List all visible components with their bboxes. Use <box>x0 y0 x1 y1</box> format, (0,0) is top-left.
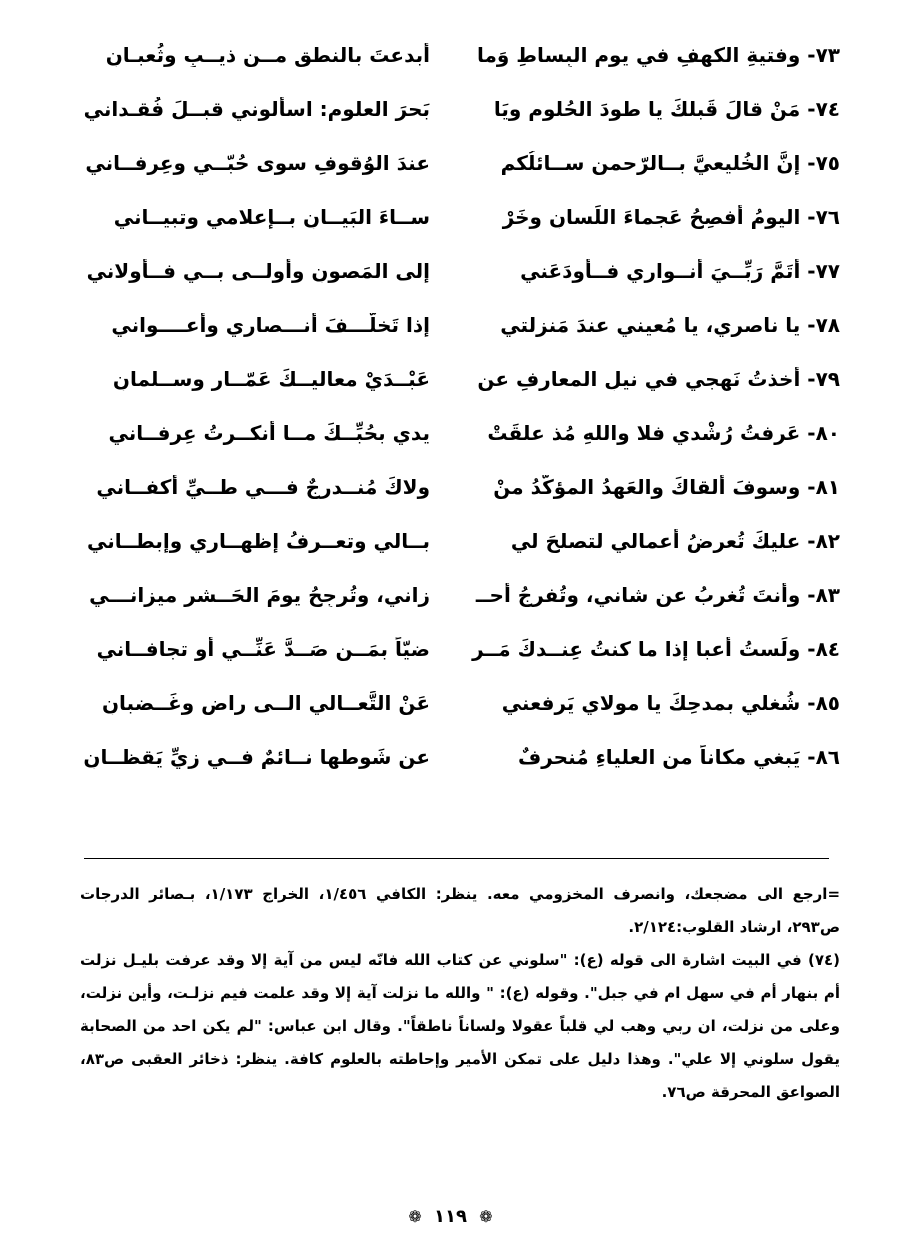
verse-row <box>60 730 840 784</box>
verse-second-hemistich: عَبْــدَيْ معاليــكَ عَمّــارٍ وســلمانِ <box>112 367 430 391</box>
verse-row <box>60 136 840 190</box>
verse-row <box>60 676 840 730</box>
verse-first-hemistich: ٧٦- اليومُ أُفصِحُ عَجماءَ اللِّسانِ وخَرْ <box>502 205 840 229</box>
footnote-74: (٧٤) في البيت اشارة الى قوله (ع): "سلوني عن كتاب الله فانّه ليس من آية إلا وقد عرفت بليـل نزلت أم بنهار أم في سهل ام في جبل". وقوله (ع): " والله ما نزلت آية إلا وقد علمت فيم نزلـت، وأين نزلت، وعلى من نزلت، ان ربي وهب لي قلباً عقولا ولساناً ناطقاً". وقال ابن عباس: "لم يكن احد من الصحابة يقول سلوني إلا علي". وهذا دليل على تمكن الأمير وإحاطته بالعلوم كافة. ينظر: ذخائر العقبى ص٨٣، الصواعق المحرقة ص٧٦. <box>80 951 840 1101</box>
verse-second-hemistich: عَنْ التَّعــالي الــى راضٍ وغَــضبانِ <box>101 691 430 715</box>
verse-row <box>60 460 840 514</box>
verse-second-hemistich: إلى المَصونِ وأولــى بــي فــأولاني <box>86 259 430 283</box>
verse-second-hemistich: عن شَوطها نــائمٌ فــي زيِّ يَقظــانِ <box>83 745 430 769</box>
verse-first-hemistich: ٨٦- يَبغي مكاناً من العلياءِ مُنحرفٌ <box>517 745 840 769</box>
verse-first-hemistich: ٧٣- وفتيةِ الكهفِ في يومِ البِساطِ وَما <box>476 43 840 67</box>
verse-second-hemistich: عندَ الوُقوفِ سوى حُبّــي وعِرفــاني <box>85 151 430 175</box>
verse-row <box>60 244 840 298</box>
verse-first-hemistich: ٧٧- أَتَمَّ رَبِّــيَ أَنــواري فــأَودَعَني <box>520 259 840 283</box>
verse-row <box>60 568 840 622</box>
verse-row <box>60 352 840 406</box>
verse-second-hemistich: زاني، وتُرجِحُ يومَ الحَــشرِ ميزانـــي <box>89 583 430 607</box>
verse-row <box>60 28 840 82</box>
verse-row <box>60 190 840 244</box>
page-number-footer <box>0 1206 901 1227</box>
verse-first-hemistich: ٨٤- ولَستُ أعبا إذا ما كنتُ عِنــدكَ مَــر <box>472 637 840 661</box>
footnote-continued: =ارجع الى مضجعك، وانصرف المخزومي معه. ينظر: الكافي ١/٤٥٦، الخراج ١/١٧٣، بـصائر الدرجات ص٢٩٣، ارشاد القلوب:٢/١٢٤. <box>80 885 841 936</box>
footnote-divider <box>84 858 829 859</box>
verse-first-hemistich: ٧٥- إنَّ الخُليعيَّ بــالرّحمنِ ســائلُكم <box>500 151 840 175</box>
verse-first-hemistich: ٨٥- شُغلي بمدحِكَ يا مولاي يَرفعني <box>501 691 840 715</box>
verse-second-hemistich: يدي بحُبِّــكَ مــا أنكــرتُ عِرفــاني <box>108 421 430 445</box>
ornament-icon: ❁ <box>479 1207 493 1226</box>
footnotes <box>80 878 840 1109</box>
verse-first-hemistich: ٧٨- يا ناصري، يا مُعيني عندَ مَنزلتي <box>500 313 840 337</box>
verse-row <box>60 82 840 136</box>
verse-row <box>60 406 840 460</box>
verse-first-hemistich: ٧٩- أخذتُ نَهجي في نيلِ المعارفِ عن <box>477 367 840 391</box>
verse-first-hemistich: ٨١- وسوفَ ألقاكَ والعَهدُ المؤكَّدُ منْ <box>493 475 840 499</box>
poem-verses <box>60 28 840 784</box>
verse-second-hemistich: ســاءَ البَيــانِ بــإعلامي وتبيــاني <box>113 205 430 229</box>
verse-second-hemistich: ولاكَ مُنــدرجٌ فـــي طــيِّ أكفــاني <box>96 475 430 499</box>
verse-row <box>60 622 840 676</box>
verse-row <box>60 514 840 568</box>
verse-first-hemistich: ٨٣- وأنتَ تُغرِبُ عن شاني، وتُفرِجُ أحــ <box>475 583 840 607</box>
verse-second-hemistich: إذا تَخلَّـــفَ أَنـــصاري وأعــــواني <box>111 313 430 337</box>
verse-first-hemistich: ٧٤- مَنْ قالَ قَبلكَ يا طودَ الحُلومِ ويَا <box>493 97 840 121</box>
verse-second-hemistich: ضيّاً بمَــن صَــدَّ عَنِّــي أو تجافــاني <box>96 637 430 661</box>
ornament-icon: ❁ <box>408 1207 422 1226</box>
verse-first-hemistich: ٨٢- عليكَ تُعرضُ أعمالي لتصلحَ لي <box>510 529 840 553</box>
verse-second-hemistich: أبدعتَ بالنطقِ مــن ذيــبٍ وثُعبـانِ <box>105 43 430 67</box>
page-number: ١١٩ <box>434 1206 467 1227</box>
verse-second-hemistich: بَحرَ العلومِ: اسألوني قبــلَ فُقـداني <box>83 97 430 121</box>
verse-second-hemistich: بــالي وتعــرفُ إظهــاري وإبطــاني <box>86 529 430 553</box>
verse-row <box>60 298 840 352</box>
verse-first-hemistich: ٨٠- عَرفتُ رُشْدي فلا واللهِ مُذ علقَتْ <box>487 421 840 445</box>
